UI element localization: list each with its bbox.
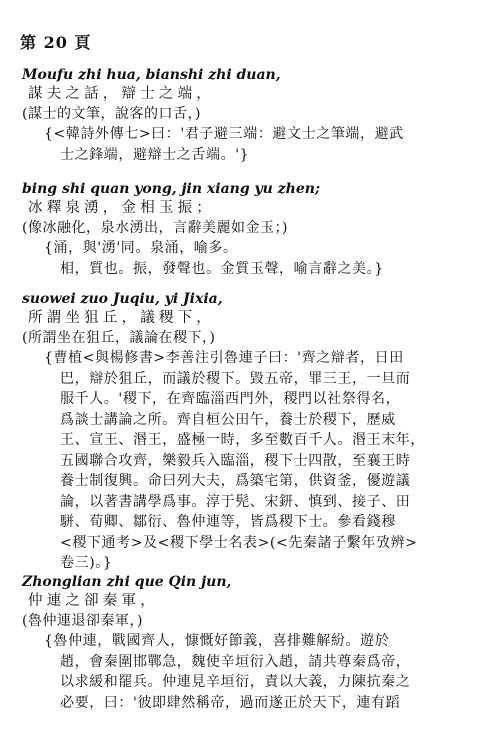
annotation xyxy=(22,124,492,165)
annotation-line: 服千人。'稷下，在齊臨淄西門外，稷門以社祭得名， xyxy=(60,391,401,407)
annotation-line: 士之鋒端，避辯士之舌端。'} xyxy=(60,146,250,163)
pinyin-line: suowei zuo Juqiu, yi Jixia, xyxy=(22,291,223,307)
annotation xyxy=(22,348,492,574)
annotation-line: <稷下通考>及<稷下學士名表>(<先秦諸子繫年攷辨> xyxy=(60,534,418,551)
annotation-line: 王、宣王、湣王，盛極一時，多至數百千人。湣王末年， xyxy=(60,432,425,448)
annotation-line: 卷三)。} xyxy=(60,555,113,571)
chinese-line: 仲連之卻秦軍， xyxy=(28,593,159,609)
annotation-line: 爲談士講論之所。齊自桓公田午，養士於稷下，歷威 xyxy=(60,411,396,428)
annotation-line: 相，質也。振，發聲也。金質玉聲，喻言辭之美。} xyxy=(60,260,384,277)
annotation-line: 以求緩和罷兵。仲連見辛垣衍，責以大義，力陳抗秦之 xyxy=(60,674,411,690)
annotation-line: 趙，會秦圍邯鄲急，魏使辛垣衍入趙，請共尊秦爲帝， xyxy=(60,653,411,670)
chinese-line: 謀夫之話，辯士之端， xyxy=(28,86,215,102)
entry-moufu xyxy=(22,66,492,165)
translation-line: (魯仲連退卻秦軍，) xyxy=(22,613,143,629)
annotation-line: 必要，曰：'彼即肆然稱帝，過而遂正於天下，連有蹈 xyxy=(60,694,401,711)
annotation-line: 巴，辯於狙丘，而議於稷下。毀五帝，罪三王，一旦而 xyxy=(60,370,411,387)
annotation-line: {涌，與'湧'同。泉涌，喻多。 xyxy=(44,240,238,256)
annotation-line: 論，以著書講學爲事。淳于髡、宋鈃、慎到、接子、田 xyxy=(60,493,411,510)
annotation xyxy=(22,238,492,279)
translation-line: (謀士的文筆，說客的口舌，) xyxy=(22,106,201,122)
chinese-line: 所謂坐狙丘，議稷下， xyxy=(28,310,215,326)
translation-line: (像冰融化，泉水湧出，言辭美麗如金玉；) xyxy=(22,220,288,236)
annotation-line: 養士制復興。命曰列大夫，爲築宅第，供資釜，優遊議 xyxy=(60,473,411,489)
translation-line: (所謂坐在狙丘，議論在稷下，) xyxy=(22,330,216,346)
annotation-line: 駢、荀卿、鄒衍、魯仲連等，皆爲稷下士。參看錢穆 xyxy=(60,514,396,530)
entry-zhonglian xyxy=(22,573,492,713)
annotation-line: {<韓詩外傳七>曰：'君子避三端：避文士之筆端，避武 xyxy=(44,126,404,142)
entry-bingshi xyxy=(22,180,492,279)
chinese-line: 冰釋泉湧，金相玉振； xyxy=(28,200,215,216)
annotation-line: {曹植<與楊修書>李善注引魯連子曰：'齊之辯者，日田 xyxy=(44,350,404,366)
entry-suowei xyxy=(22,290,492,574)
page-number: 第 20 頁 xyxy=(20,33,92,52)
pinyin-line: Zhonglian zhi que Qin jun, xyxy=(22,574,232,590)
annotation-line: 五國聯合攻齊，樂毅兵入臨淄，稷下士四散，至襄王時 xyxy=(60,452,411,469)
annotation xyxy=(22,631,492,713)
pinyin-line: bing shi quan yong, jin xiang yu zhen; xyxy=(22,181,321,197)
annotation-line: {魯仲連，戰國齊人，慷慨好節義，喜排難解紛。遊於 xyxy=(44,633,390,649)
pinyin-line: Moufu zhi hua, bianshi zhi duan, xyxy=(22,67,281,83)
